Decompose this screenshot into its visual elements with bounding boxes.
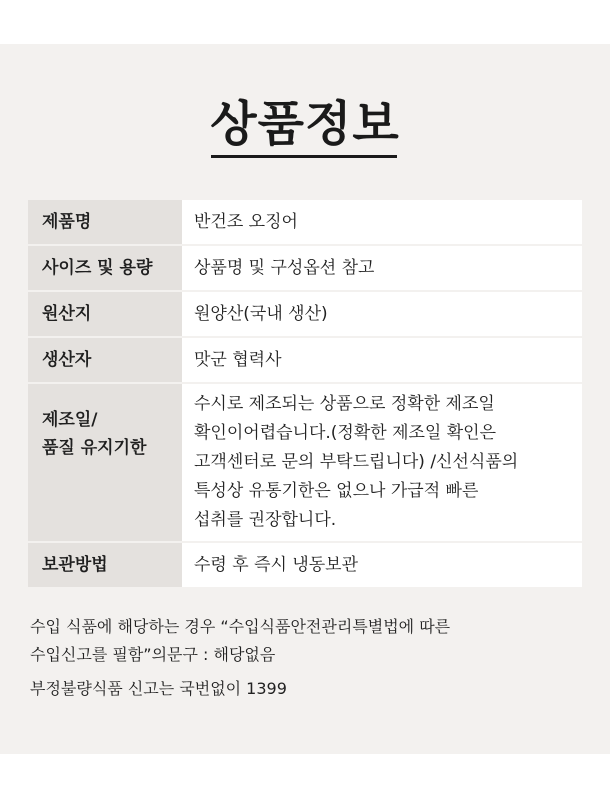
title-underline (211, 155, 397, 158)
row-label-size: 사이즈 및 용량 (28, 246, 182, 290)
notes-section (30, 613, 585, 709)
table-row (28, 543, 582, 587)
table-row (28, 384, 582, 541)
row-label-product-name: 제품명 (28, 200, 182, 244)
row-value-product-name: 반건조 오징어 (182, 200, 582, 244)
value-line: 섭취를 권장합니다. (194, 510, 337, 530)
label-line: 품질 유지기한 (42, 438, 147, 458)
report-notice: 부정불량식품 신고는 국번없이 1399 (30, 679, 287, 698)
table-row (28, 338, 582, 382)
import-notice-line: 수입신고를 필함”의문구 : 해당없음 (30, 645, 276, 664)
value-line: 확인이어렵습니다.(정확한 제조일 확인은 (194, 423, 497, 443)
row-value-manufacture-date (182, 384, 582, 541)
row-label-producer: 생산자 (28, 338, 182, 382)
table-row (28, 246, 582, 290)
row-value-producer: 맛군 협력사 (182, 338, 582, 382)
row-value-size: 상품명 및 구성옵션 참고 (182, 246, 582, 290)
table-row (28, 292, 582, 336)
value-line: 수시로 제조되는 상품으로 정확한 제조일 (194, 394, 495, 414)
product-info-table (28, 198, 582, 589)
value-line: 고객센터로 문의 부탁드립니다) /신선식품의 (194, 452, 519, 472)
import-notice-line: 수입 식품에 해당하는 경우 “수입식품안전관리특별법에 따른 (30, 617, 451, 636)
row-value-storage: 수령 후 즉시 냉동보관 (182, 543, 582, 587)
import-notice (30, 613, 585, 669)
page-title: 상품정보 (210, 96, 400, 152)
value-line: 특성상 유통기한은 없으나 가급적 빠른 (194, 481, 479, 501)
label-line: 제조일/ (42, 410, 98, 430)
row-label-manufacture-date (28, 384, 182, 541)
table-row (28, 200, 582, 244)
row-value-origin: 원양산(국내 생산) (182, 292, 582, 336)
row-label-origin: 원산지 (28, 292, 182, 336)
row-label-storage: 보관방법 (28, 543, 182, 587)
